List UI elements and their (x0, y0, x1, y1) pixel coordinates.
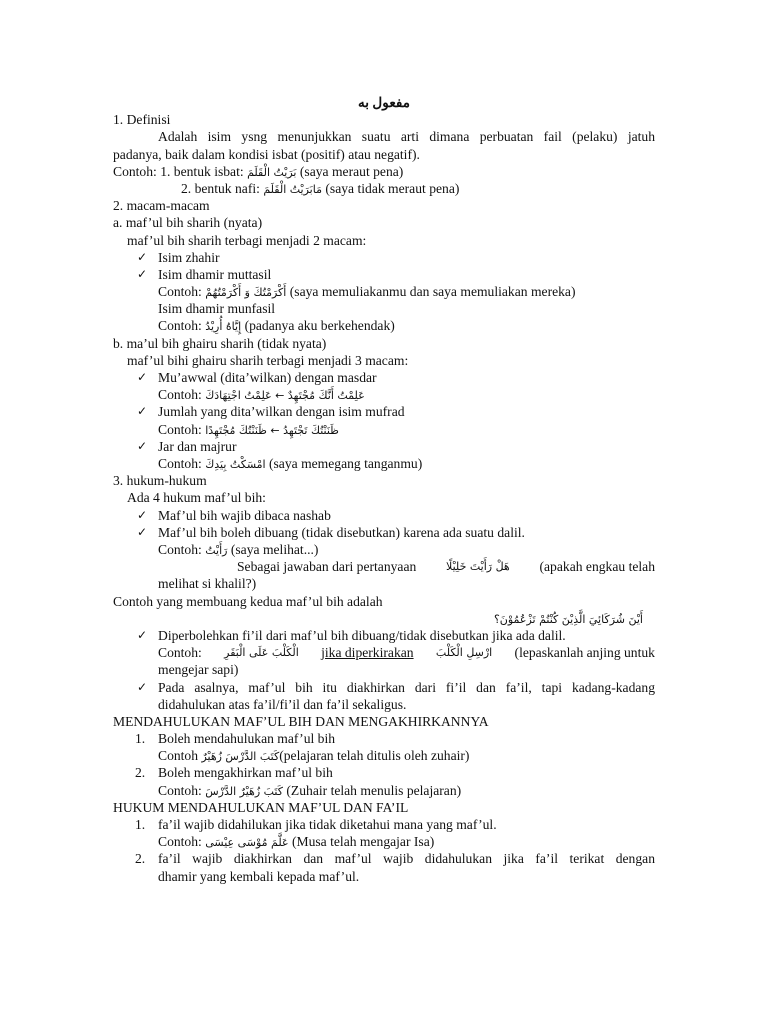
checkmark-icon: ✓ (137, 249, 148, 264)
example-answer-line: Sebagai jawaban dari pertanyaan هَلْ رَأَيْتَ خَلِيْلًا (apakah engkau telah (237, 559, 655, 575)
list-item: ✓ Jumlah yang dita’wilkan dengan isim mufrad (137, 404, 405, 420)
subsection-a-desc: maf’ul bih sharih terbagi menjadi 2 macam: (127, 232, 367, 248)
both-omit-line: Contoh yang membuang kedua maf’ul bih adalah (113, 593, 383, 609)
arabic-text: بَرَيْتُ الْقَلَمَ (247, 165, 297, 179)
list-item: ✓ Isim zhahir (137, 249, 220, 265)
example-line: Contoh كَتَبَ الدَّرْسَ زُهَيْرٌ(pelajaran telah ditulis oleh zuhair) (158, 748, 470, 764)
numbered-item: 2. Boleh mengakhirkan maf’ul bih (135, 765, 333, 781)
example-line: Contoh: الْكَلْبَ عَلَى الْبَقَرِ jika diperkirakan ارْسِلِ الْكَلْبَ (lepaskanlah anjing untuk (158, 645, 655, 661)
arabic-text: ارْسِلِ الْكَلْبَ (435, 646, 493, 660)
list-item-cont: didahulukan atas fa’il/fi’il dan fa’il sekaligus. (158, 696, 407, 712)
example-line: Contoh: عَلَّمَ مُوْسَى عِيْسَى (Musa telah mengajar Isa) (158, 834, 435, 850)
example-nafi: 2. bentuk nafi: مَابَرَيْتُ الْقَلَمَ (saya tidak meraut pena) (181, 180, 460, 196)
arabic-text: أَكْرَمْتُكَ وَ أَكْرَمْتُهُمْ (205, 286, 287, 300)
arabic-text: عَلَّمَ مُوْسَى عِيْسَى (205, 836, 289, 850)
arabic-text: إِيَّاهُ أُرِيْدُ (205, 320, 242, 334)
example-line: Contoh: أَكْرَمْتُكَ وَ أَكْرَمْتُهُمْ (saya memuliakanmu dan saya memuliakan mereka) (158, 284, 576, 300)
definition-line-1: Adalah isim ysng menunjukkan suatu arti dimana perbuatan fail (pelaku) jatuh (158, 129, 655, 145)
checkmark-icon: ✓ (137, 627, 148, 642)
example-line: Contoh: كَتَبَ زُهَيْرٌ الدَّرْسَ (Zuhair telah menulis pelajaran) (158, 782, 462, 798)
section-3-desc: Ada 4 hukum maf’ul bih: (127, 490, 266, 506)
numbered-item: 1. Boleh mendahulukan maf’ul bih (135, 731, 336, 747)
section-3-heading: 3. hukum-hukum (113, 473, 207, 489)
arabic-text: مَابَرَيْتُ الْقَلَمَ (263, 182, 322, 196)
subsection-b-heading: b. ma’ul bih ghairu sharih (tidak nyata) (113, 335, 327, 351)
subsection-a-heading: a. maf’ul bih sharih (nyata) (113, 215, 263, 231)
list-item: ✓ Isim dhamir muttasil (137, 266, 272, 282)
arabic-text: ظَنَنْتُكَ تَجْتَهِدُ ← ظَنَنْتُكَ مُجْتَهِدًا (205, 423, 339, 437)
arabic-text: هَلْ رَأَيْتَ خَلِيْلًا (446, 560, 510, 574)
example-isbat: Contoh: 1. bentuk isbat: بَرَيْتُ الْقَلَمَ (saya meraut pena) (113, 163, 404, 179)
list-item: ✓ Maf’ul bih boleh dibuang (tidak disebutkan) karena ada suatu dalil. (137, 524, 525, 540)
list-item: ✓ Jar dan majrur (137, 438, 237, 454)
checkmark-icon: ✓ (137, 507, 148, 522)
checkmark-icon: ✓ (137, 679, 148, 694)
arabic-text: كَتَبَ زُهَيْرٌ الدَّرْسَ (205, 784, 283, 798)
list-item: ✓ Mu’awwal (dita’wilkan) dengan masdar (137, 370, 377, 386)
arabic-text: امْسَكْتُ بِيَدِكَ (205, 458, 266, 472)
example-line: Contoh: رَأَيْتُ (saya melihat...) (158, 542, 319, 557)
list-item: ✓ Pada asalnya, maf’ul bih itu diakhirkan dari fi’il dan fa’il, tapi kadang-kadang (137, 679, 655, 695)
arabic-text: عَلِمْتُ أَنَّكَ مُجْتَهِدٌ ← عَلِمْتُ اجْتِهَادَكَ (205, 389, 365, 403)
example-answer-cont: melihat si khalil?) (158, 576, 257, 592)
document-page (113, 94, 655, 885)
section-5-heading: HUKUM MENDAHULUKAN MAF’UL DAN FA’IL (113, 799, 409, 815)
section-4-heading: MENDAHULUKAN MAF’UL BIH DAN MENGAKHIRKANNYA (113, 713, 489, 729)
subsection-b-desc: maf’ul bihi ghairu sharih terbagi menjadi 3 macam: (127, 352, 409, 368)
example-line: Contoh: امْسَكْتُ بِيَدِكَ (saya memegang tanganmu) (158, 456, 423, 472)
numbered-item-cont: dhamir yang kembali kepada maf’ul. (158, 868, 360, 884)
list-item: ✓ Maf’ul bih wajib dibaca nashab (137, 507, 331, 523)
checkmark-icon: ✓ (137, 404, 148, 419)
checkmark-icon: ✓ (137, 438, 148, 453)
arabic-text: الْكَلْبَ عَلَى الْبَقَرِ (224, 646, 299, 660)
checkmark-icon: ✓ (137, 524, 148, 539)
arabic-text: كَتَبَ الدَّرْسَ زُهَيْرٌ (201, 750, 280, 764)
example-line: Contoh: عَلِمْتُ أَنَّكَ مُجْتَهِدٌ ← عَلِمْتُ اجْتِهَادَكَ (158, 387, 365, 403)
definition-line-2: padanya, baik dalam kondisi isbat (positif) atau negatif). (113, 146, 420, 162)
example-line: Contoh: ظَنَنْتُكَ تَجْتَهِدُ ← ظَنَنْتُكَ مُجْتَهِدًا (158, 421, 339, 437)
arabic-text: رَأَيْتُ (205, 544, 228, 557)
numbered-item: 2. fa’il wajib diakhirkan dan maf’ul wajib didahulukan jika fa’il terikat dengan (135, 851, 655, 867)
checkmark-icon: ✓ (137, 370, 148, 385)
section-1-heading: 1. Definisi (113, 112, 171, 128)
list-item-plain: Isim dhamir munfasil (158, 301, 276, 317)
both-omit-arabic (113, 610, 655, 627)
arabic-text: أَيْنَ شُرَكَائِيَ الَّذِيْنَ كُنْتُمْ تَزْعُمُوْنَ؟ (493, 612, 643, 626)
example-line-cont: mengejar sapi) (158, 662, 239, 678)
section-2-heading: 2. macam-macam (113, 198, 210, 214)
example-line: Contoh: إِيَّاهُ أُرِيْدُ (padanya aku berkehendak) (158, 318, 395, 334)
list-item: ✓ Diperbolehkan fi’il dari maf’ul bih dibuang/tidak disebutkan jika ada dalil. (137, 627, 566, 643)
numbered-item: 1. fa’il wajib didahilukan jika tidak diketahui mana yang maf’ul. (135, 817, 497, 833)
document-title: مفعول به (357, 95, 411, 110)
checkmark-icon: ✓ (137, 266, 148, 281)
